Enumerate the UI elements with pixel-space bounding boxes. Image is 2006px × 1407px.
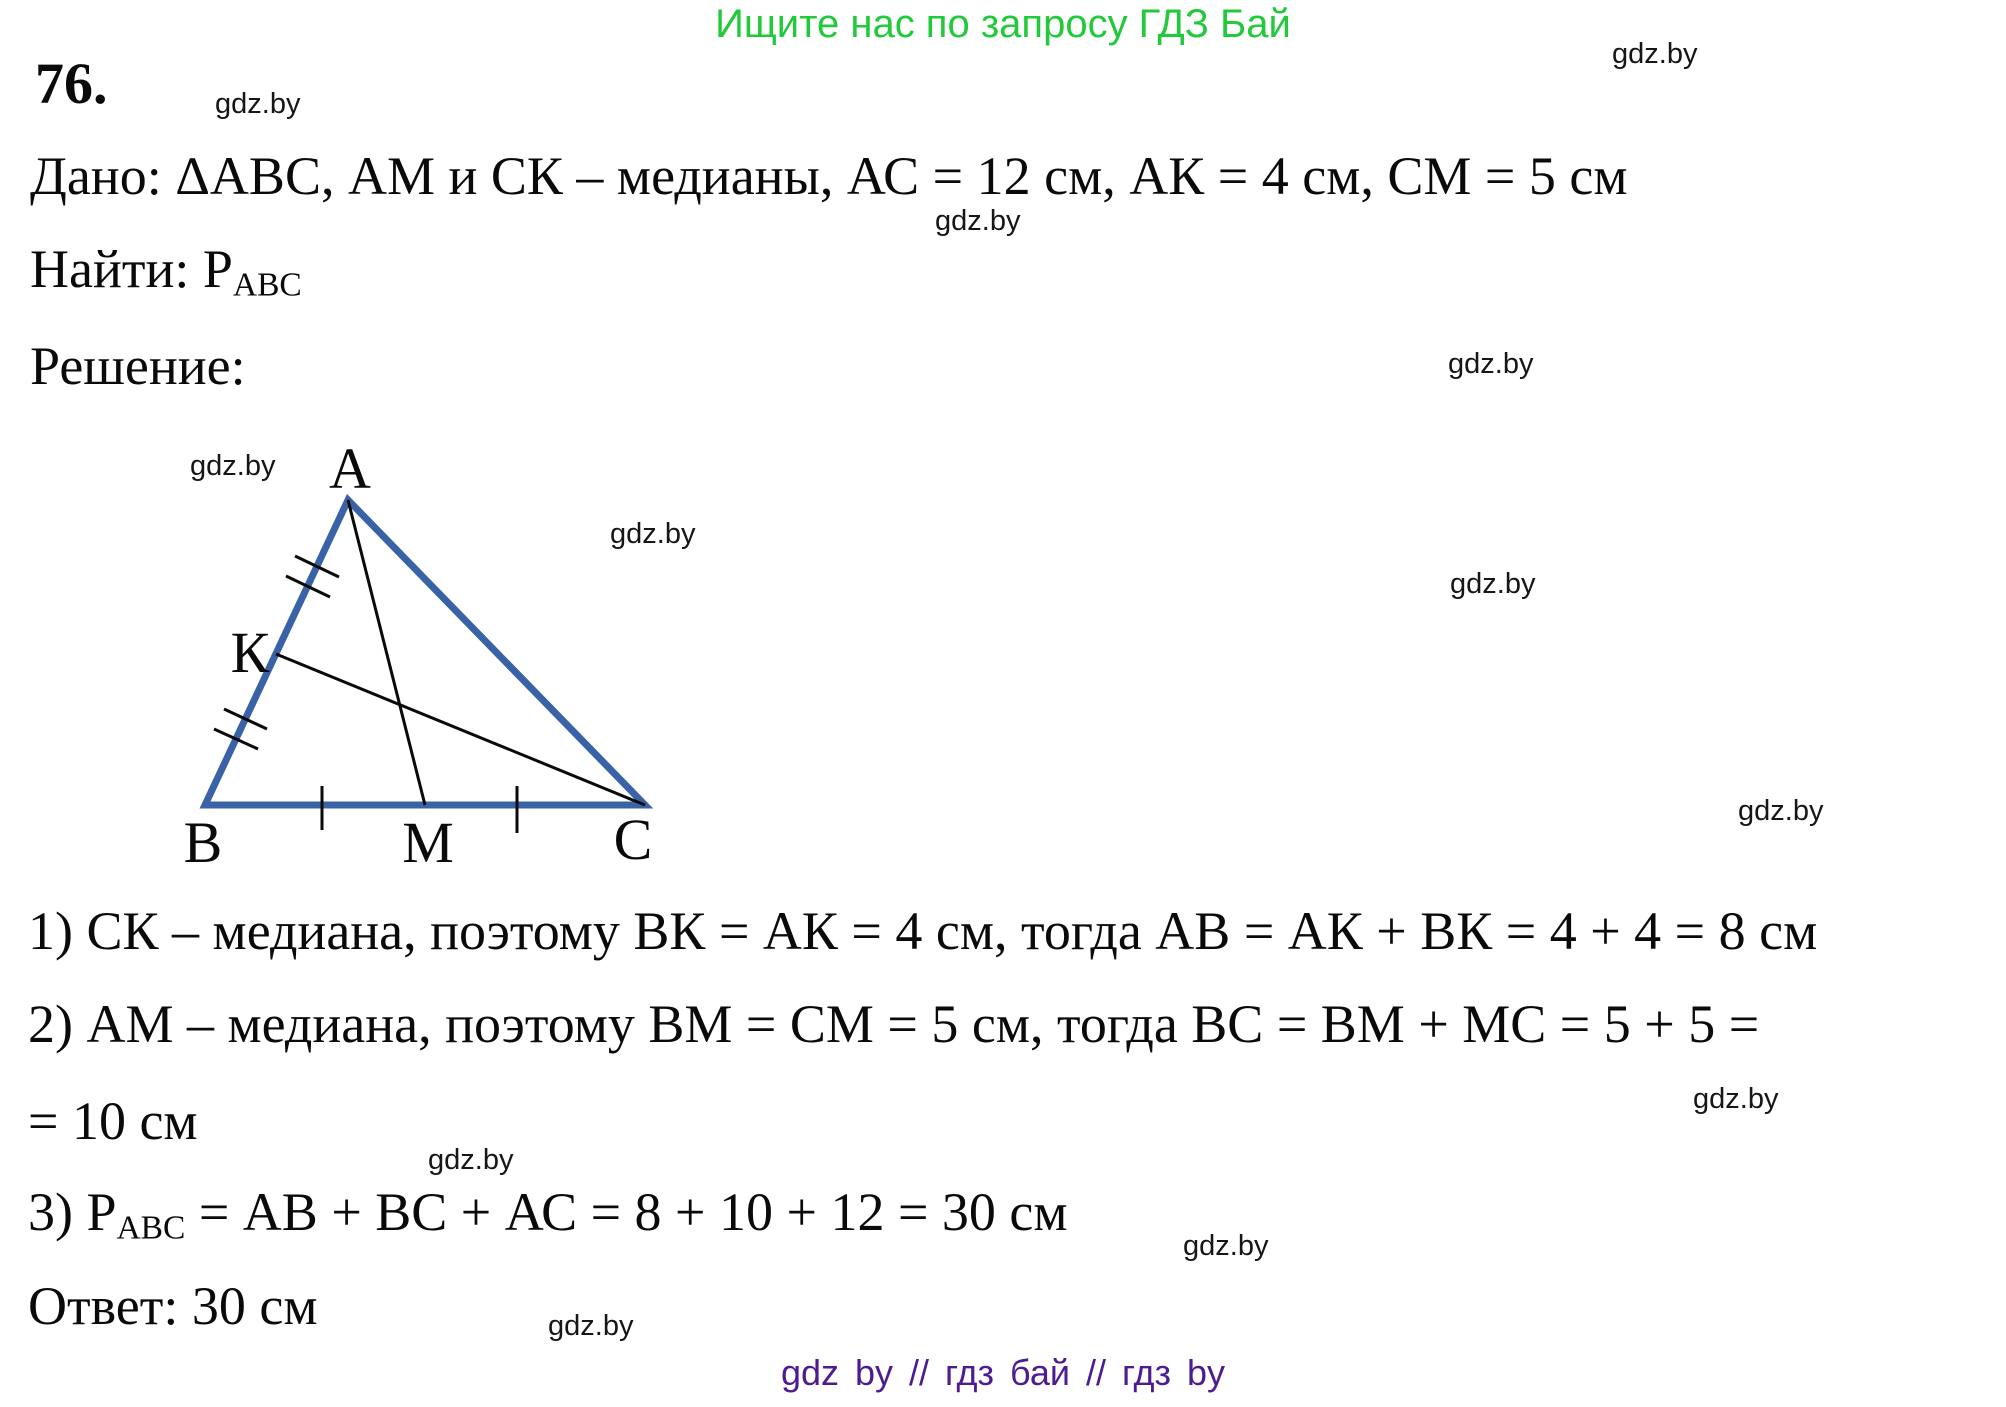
step3-subscript: АВС <box>116 1209 186 1247</box>
vertex-label-b: В <box>183 810 223 875</box>
gdz-watermark: gdz.by <box>1448 348 1534 380</box>
gdz-watermark: gdz.by <box>428 1144 514 1176</box>
gdz-watermark: gdz.by <box>1612 38 1698 70</box>
find-line <box>30 239 302 304</box>
triangle-figure <box>150 400 710 900</box>
gdz-watermark: gdz.by <box>1183 1230 1269 1262</box>
step3-rest: = АВ + ВС + АС = 8 + 10 + 12 = 30 см <box>185 1182 1068 1242</box>
triangle-abc <box>205 500 645 805</box>
point-label-k: К <box>230 620 270 685</box>
answer-line: Ответ: 30 см <box>28 1276 318 1336</box>
problem-number: 76. <box>35 51 108 116</box>
find-subscript: АВС <box>232 266 302 304</box>
point-label-m: М <box>402 810 454 875</box>
gdz-watermark: gdz.by <box>610 518 696 550</box>
gdz-watermark: gdz.by <box>935 205 1021 237</box>
find-prefix: Найти: Р <box>30 239 233 299</box>
vertex-label-c: С <box>613 807 653 872</box>
solution-heading: Решение: <box>30 336 246 396</box>
given-line: Дано: ΔАВС, АМ и СК – медианы, АС = 12 см, АК = 4 см, СМ = 5 см <box>30 146 1628 206</box>
gdz-watermark: gdz.by <box>190 450 276 482</box>
gdz-watermark: gdz.by <box>548 1310 634 1342</box>
vertex-label-a: А <box>329 436 371 501</box>
gdz-watermark: gdz.by <box>1450 568 1536 600</box>
footer-watermark: gdz by // гдз бай // гдз by <box>780 1352 1226 1393</box>
step3-prefix: 3) Р <box>28 1182 117 1242</box>
median-am <box>348 500 425 805</box>
solution-step-2-continued: = 10 см <box>28 1091 198 1151</box>
median-ck <box>276 654 645 805</box>
gdz-watermark: gdz.by <box>1738 795 1824 827</box>
solution-step-1: 1) СК – медиана, поэтому ВК = АК = 4 см, тогда АВ = АК + ВК = 4 + 4 = 8 см <box>28 901 1818 961</box>
promo-banner: Ищите нас по запросу ГДЗ Бай <box>715 2 1291 46</box>
solution-step-3 <box>28 1182 1068 1247</box>
solution-step-2: 2) АМ – медиана, поэтому ВМ = СМ = 5 см, тогда ВС = ВМ + МС = 5 + 5 = <box>28 994 1760 1054</box>
gdz-watermark: gdz.by <box>1693 1083 1779 1115</box>
gdz-watermark: gdz.by <box>215 88 301 120</box>
